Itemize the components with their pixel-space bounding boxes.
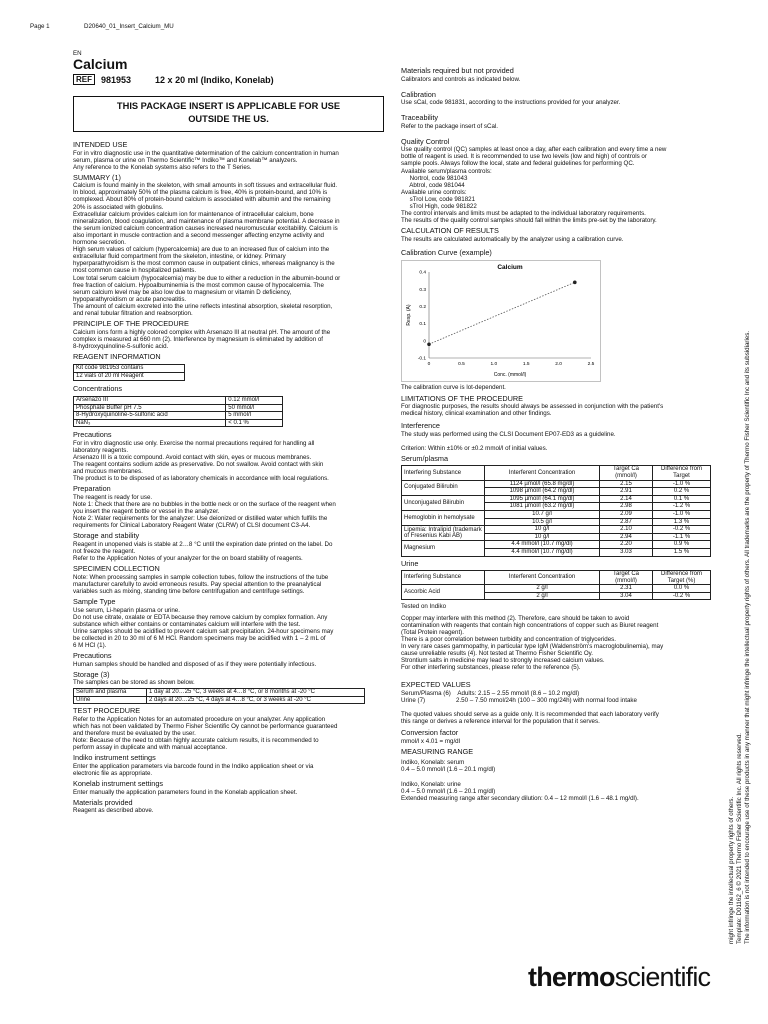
value-cell: 10 g/l [485,533,600,541]
text-line: The quoted values should serve as a guide only. It is recommended that each laboratory verify [401,711,659,719]
table-row [74,412,283,420]
text-line: free fraction of calcium. Hypoalbuminemia is the most common cause of hypocalcemia. The [73,281,324,289]
text-line: The reagent is ready for use. [73,493,153,501]
x-tick-label: 2.0 [555,362,562,368]
text-line: Strontium salts in medicine may lead to strongly increased calcium values. [401,657,605,665]
text-line: Refer to the Application Notes for an automated procedure on your analyzer. Any application [73,715,326,723]
curve-note: The calibration curve is lot-dependent. [401,384,506,392]
text-line: Urine samples should be acidified to prevent calcium salt precipitation. 24-hour specimens may [73,627,334,635]
text-line [401,438,721,445]
sample-type-heading: Sample Type [73,597,116,606]
konelab-settings-heading: Konelab instrument settings [73,779,164,789]
value-cell: 0.1 % [653,495,711,503]
principle-heading: PRINCIPLE OF THE PROCEDURE [73,319,189,329]
value-cell: -0.2 % [653,526,711,534]
text-line: be collected in 20 to 30 ml of 6 M HCl. Random specimens may be acidified with 1 – 2 mL of [73,634,326,642]
text-line: Use sCal, code 981831, according to the instructions provided for your analyzer. [401,99,621,107]
text-line: For in vitro diagnostic use in the quantitative determination of the calcium concentration in human [73,149,339,157]
text-line: 8-hydroxyquinoline-5-sulfonic acid. [73,342,169,350]
storage3-text [73,679,388,686]
component-cell: NaN₃ [74,419,226,427]
right-column [401,64,721,804]
calibration-heading: Calibration [401,89,436,99]
sample-cell: Serum and plasma [74,689,147,697]
page-number: Page 1 [30,23,50,30]
indiko-settings-text [73,763,388,777]
x-tick-label: 2.5 [587,362,595,368]
text-line: The study was performed using the CLSI Document EP07-ED3 as a guideline. [401,430,616,438]
side-note-template: Template: D01162_6 © 2021 Thermo Fisher Scientific Inc. All rights reserved. [736,732,743,944]
text-line: complexed. About 80% of protein-bound calcium is associated with albumin and the remaining [73,196,331,204]
text-line: 6 M HCl (1). [73,641,107,649]
text-line: The product is to be disposed of as laboratory chemicals in accordance with local regulations. [73,475,329,483]
column-header: Interfering Substance [402,571,485,585]
text-line: Serum/Plasma (6) Adults: 2.15 – 2.55 mmol/l (8.6 – 10.2 mg/dl) [401,689,580,697]
text-line: Urine (7) 2.50 – 7.50 mmol/24h (100 – 300 mg/24h) with normal food intake [401,696,637,704]
summary-heading: SUMMARY (1) [73,172,121,182]
precautions2-text [73,661,388,668]
x-axis-label: Conc. (mmol/l) [493,372,527,379]
value-cell: 10.7 g/l [485,511,600,519]
text-line: High serum values of calcium (hypercalcemia) are due to an increased flux of calcium into the [73,246,330,254]
storage-heading: Storage and stability [73,531,140,541]
text-line: complex is measured at 660 nm (2). Interference by magnesium is eliminated by addition of [73,335,324,343]
component-cell: Arsenazo III [74,397,226,405]
text-line: (Total Protein reagent). [401,628,464,636]
intended-use-heading: INTENDED USE [73,140,128,149]
value-cell: 0.9 % [653,541,711,549]
text-line: hormone secretion. [73,239,126,247]
value-cell: 2.15 [600,480,653,488]
text-line: cause unreliable results (4). Not tested at Thermo Fisher Scientific Oy. [401,650,594,658]
product-ref-row [73,74,274,85]
text-line: There is a poor correlation between turbidity and concentration of triglycerides. [401,635,616,643]
chart-title: Calcium [497,264,523,272]
value-cell: 3.03 [600,549,653,557]
text-line: Use quality control (QC) samples at least once a day, after each calibration and every time a new [401,146,667,154]
test-procedure-text [73,716,388,751]
text-line: Refer to the package insert of sCal. [401,122,498,130]
text-line: Nortrol, code 981043 [401,174,468,182]
text-line: bottle of reagent is used. It is recommended to use two levels (low and high) of controls or [401,153,647,161]
principle-text [73,329,388,350]
y-tick-label: 0.3 [419,288,426,294]
text-line: medical history, clinical examination and other findings. [401,410,552,418]
text-line: Calibrators and controls as indicated below. [401,75,521,83]
value-cell: 3.04 [600,592,653,600]
value-cell: -1.0 % [653,480,711,488]
substance-cell: Lipemia: Intralipid (trademark of Fresenius Kabi AB) [402,526,485,541]
kit-row: Kit code 981953 contains [74,365,185,373]
value-cell: -1.1 % [653,533,711,541]
substance-cell: Conjugated Bilirubin [402,480,485,495]
text-line: Calcium is found mainly in the skeleton, with small amounts in soft tissues and extracellular fluid. [73,182,338,190]
table-header-row [402,466,711,480]
text-line: For in vitro diagnostic use only. Exercise the normal precautions required for handling all [73,439,315,447]
value-cell: 2.14 [600,495,653,503]
applicability-notice [73,96,384,132]
column-header: Interferent Concentration [485,571,600,585]
x-tick-label: 1.0 [490,362,498,368]
text-line: Enter the application parameters via barcode found in the Indiko application sheet or via [73,762,314,770]
curve-heading: Calibration Curve (example) [401,247,492,257]
text-line: perform assay in duplicate and with manual acceptance. [73,744,228,752]
y-tick-label: 0.2 [419,305,426,311]
text-line: The samples can be stored as shown below. [73,679,195,687]
text-line: hyperparathyroidism is the most common cause in outpatient clinics, whereas malignancy is the [73,260,335,268]
table-row [402,585,711,593]
text-line: the serum ionized calcium concentration causes increased neuromuscular excitability. Calcium is [73,224,338,232]
component-cell: Phosphate Buffer pH 7.5 [74,404,226,412]
text-line: Available urine controls: [401,188,467,196]
substance-cell: Hemoglobin in hemolysate [402,511,485,526]
value-cell: 1.5 % [653,549,711,557]
text-line: sTrol High, code 981822 [401,203,477,211]
side-note-trademark: The information is not intended to encourage use of these products in any manner that might infringe the intellectual property rights of others. All trademarks are the property of Thermo Fisher Scientific Inc and its subsidiaries. [744,330,751,944]
value-cell: 2.10 [600,526,653,534]
table-row [402,480,711,488]
value-cell: -1.2 % [653,503,711,511]
materials-heading: Materials provided [73,797,133,807]
text-line: Reagent in unopened vials is stable at 2…8 °C until the expiration date printed on the label. Do [73,540,333,548]
sample-storage-table [73,688,365,704]
text-line: 0.4 – 5.0 mmol/l (1.6 – 20.1 mg/dl) [401,787,496,795]
text-line: For other interfering substances, please refer to the reference (5). [401,664,581,672]
test-procedure-heading: TEST PROCEDURE [73,706,141,716]
value-cell: 1081 µmol/l (63.2 mg/dl) [485,503,600,511]
y-tick-label: 0.4 [419,271,426,277]
calculation-heading: CALCULATION OF RESULTS [401,226,499,236]
text-line: Extended measuring range after secondary dilution: 0.4 – 12 mmol/l (1.6 – 48.1 mg/dl). [401,794,639,802]
table-header-row [402,571,711,585]
text-line: Human samples should be handled and disposed of as if they were potentially infectious. [73,660,317,668]
logo-light-part: scientific [614,962,711,992]
product-pack: 12 x 20 ml (Indiko, Konelab) [155,74,274,85]
quality-control-text [401,146,721,224]
text-line: also important in muscle contraction and a second messenger affecting enzyme activity and [73,231,324,239]
text-line: which has not been validated by Thermo Fisher Scientific Oy cannot be performance guaranteed [73,723,338,731]
notice-line-1: THIS PACKAGE INSERT IS APPLICABLE FOR USE [116,101,341,111]
quality-control-heading: Quality Control [401,136,450,146]
component-cell: 8-Hydroxyquinoline-5-sulfonic acid [74,412,226,420]
indiko-settings-heading: Indiko instrument settings [73,753,156,763]
text-line: Criterion: Within ±10% or ±0.2 mmol/l of initial values. [401,444,548,452]
reagent-heading: REAGENT INFORMATION [73,351,161,361]
condition-cell: 1 day at 20…25 °C, 3 weeks at 4…8 °C, or 8 months at -20 °C [147,689,365,697]
text-line: Note 2: Water requirements for the analyzer: Use deionized or distilled water which fulfills the [73,515,328,523]
text-line: Enter manually the application parameters found in the Konelab application sheet. [73,788,298,796]
text-line: contamination with reagents that contain high concentrations of copper such as Biuret reagent [401,621,659,629]
text-line: sample pools. Always follow the local, state and federal guidelines for performing QC. [401,160,635,168]
y-axis-label: Resp. (A) [406,304,412,326]
measuring-range-text [401,759,721,802]
document-id: D20640_01_Insert_Calcium_MU [84,23,174,30]
x-tick-label: 1.5 [522,362,530,368]
tested-on-note: Tested on Indiko [401,603,447,611]
value-cell: 2.20 [600,541,653,549]
intended-use-text [73,150,388,171]
value-cell: 2.91 [600,488,653,496]
text-line: hypoparathyroidism or acute pancreatitis. [73,295,187,303]
text-line: manufacturer carefully to avoid erroneous results. Pay special attention to the preanalytical [73,580,322,588]
value-cell: 10.5 g/l [485,518,600,526]
storage-text [73,541,388,562]
text-line: mmol/l x 4.01 = mg/dl [401,737,460,745]
specimen-heading: SPECIMEN COLLECTION [73,564,160,574]
column-header: Interferent Concentration [485,466,600,480]
table-row [74,696,365,704]
precautions2-heading: Precautions [73,651,112,661]
text-line: mineralization, blood coagulation, and maintenance of plasma membrane potential. A decrease in [73,217,340,225]
table-row [74,419,283,427]
text-line: Low total serum calcium (hypocalcemia) may be due to either a reduction in the albumin-bound or [73,274,341,282]
conversion-heading: Conversion factor [401,728,459,738]
text-line: In very rare cases gammopathy, in particular type IgM (Waldenström's macroglobulinemia), may [401,642,664,650]
serum-plasma-heading: Serum/plasma [401,453,449,463]
text-line: Note: When processing samples in sample collection tubes, follow the instructions of the tube [73,573,329,581]
column-header: Target Ca (mmol/l) [600,466,653,480]
text-line: sTrol Low, code 981821 [401,195,476,203]
precautions-text [73,440,388,483]
calibration-text [401,99,721,106]
value-cell: 2.31 [600,585,653,593]
column-header: Target Ca (mmol/l) [600,571,653,585]
concentration-cell: 5 mmol/l [226,412,283,420]
precautions-heading: Precautions [73,430,112,440]
y-tick-label: 0.1 [419,322,426,328]
text-line: Copper may interfere with this method (2). Therefore, care should be taken to avoid [401,614,630,622]
value-cell: 2 g/l [485,592,600,600]
column-header: Difference from Target [653,466,711,480]
table-row [402,495,711,503]
concentration-cell: 0.12 mmol/l [226,397,283,405]
concentration-cell: 50 mmol/l [226,404,283,412]
value-cell: 2.98 [600,503,653,511]
text-line [401,704,721,711]
text-line: serum, plasma or urine on Thermo Scientific™ Indiko™ and Konelab™ analyzers. [73,156,298,164]
value-cell: 0.0 % [653,585,711,593]
language-code: EN [73,50,82,57]
text-line: The results of the quality control samples should fall within the limits pre-set by the laboratory. [401,217,657,225]
ref-code: 981953 [101,74,132,85]
serum-interference-table [401,465,711,556]
urine-heading: Urine [401,558,419,568]
table-row [74,397,283,405]
chart-frame [402,261,601,382]
text-line: requirements for Clinical Laboratory Reagent Water (CLRW) of CLSI document C3-A4. [73,522,311,530]
text-line: you insert the reagent bottle or vessel in the analyzer. [73,508,220,516]
text-line: this range or derives a reference interval for the population that it serves. [401,718,600,726]
value-cell: 4.4 mmol/l (10.7 mg/dl) [485,549,600,557]
text-line: Note: Because of the need to obtain highly accurate calcium results, it is recommended to [73,737,319,745]
text-line: Do not use citrate, oxalate or EDTA because they remove calcium by complex formation. Any [73,613,328,621]
value-cell: 2 g/l [485,585,600,593]
concentrations-heading: Concentrations [73,383,123,393]
sample-type-text [73,607,388,650]
product-name: Calcium [73,56,128,72]
value-cell: 10 g/l [485,526,600,534]
traceability-heading: Traceability [401,113,439,123]
text-line: The results are calculated automatically by the analyzer using a calibration curve. [401,235,624,243]
text-line: and renal tubular filtration and reabsorption. [73,309,193,317]
text-line: 20% is associated with globulins. [73,203,164,211]
urine-interference-table [401,570,711,600]
value-cell: 2.87 [600,518,653,526]
substance-cell: Magnesium [402,541,485,556]
text-line: The amount of calcium excreted into the urine reflects intestinal absorption, skeletal resorption, [73,302,333,310]
value-cell: 2.94 [600,533,653,541]
text-line: serum calcium level may be also low due to magnesium or vitamin D deficiency, [73,288,292,296]
substance-cell: Unconjugated Bilirubin [402,495,485,510]
table-row [402,511,711,519]
text-line: 0.4 – 5.0 mmol/l (1.6 – 20.1 mg/dl) [401,766,496,774]
preparation-text [73,494,388,529]
text-line: and mucous membranes. [73,468,143,476]
value-cell: 1098 µmol/l (64.2 mg/dl) [485,488,600,496]
data-point [573,281,577,285]
storage3-heading: Storage (3) [73,669,110,679]
preparation-heading: Preparation [73,484,111,494]
ref-label: REF [73,74,95,85]
text-line: Reagent as described above. [73,807,154,815]
notice-line-2: OUTSIDE THE US. [188,114,269,124]
column-header: Interfering Substance [402,466,485,480]
concentration-cell: < 0.1 % [226,419,283,427]
interference-text [401,431,721,452]
x-tick-label: 0 [427,362,431,368]
calibration-curve-chart [401,260,601,382]
text-line: Abtrol, code 981044 [401,181,465,189]
expected-values-text [401,690,721,725]
conversion-text [401,738,721,745]
logo-bold-part: thermo [528,962,615,992]
konelab-settings-text [73,789,388,796]
side-note-rights: might infringe the intellectual property rights of others. [728,796,735,944]
table-row [402,526,711,534]
kit-row: 12 vials of 20 ml Reagent [74,372,185,380]
text-line: The reagent contains sodium azide as preservative. Do not swallow. Avoid contact with skin [73,461,324,469]
value-cell: 1095 µmol/l (64.1 mg/dl) [485,495,600,503]
table-row [74,689,365,697]
summary-text [73,182,388,317]
condition-cell: 2 days at 20…25 °C, 4 days at 4…8 °C, or 3 weeks at -20 °C [147,696,365,704]
text-line: Refer to the Application Notes of your analyzer for the on board stability of reagents. [73,555,303,563]
table-row [74,404,283,412]
text-line: Use serum, Li-heparin plasma or urine. [73,606,180,614]
kit-table [73,364,185,380]
interference-heading: Interference [401,421,440,431]
y-tick-label: 0 [423,339,426,345]
value-cell: 4.4 mmol/l (10.7 mg/dl) [485,541,600,549]
y-tick-label: -0.1 [417,357,426,363]
expected-values-heading: EXPECTED VALUES [401,680,471,690]
substance-cell: Ascorbic Acid [402,585,485,600]
concentrations-table [73,396,283,427]
data-point [427,343,431,347]
text-line: Indiko, Konelab: urine [401,780,461,788]
materials-required-text [401,76,721,83]
left-column [73,138,388,816]
materials-required-heading: Materials required but not provided [401,66,514,75]
calculation-text [401,236,721,243]
traceability-text [401,123,721,130]
text-line: The control intervals and limits must be adapted to the individual laboratory requirements. [401,210,646,218]
value-cell: 0.2 % [653,488,711,496]
text-line: variables such as mixing, standing time before centrifugation and centrifuge settings. [73,587,305,595]
table-row [402,541,711,549]
limitations-text [401,403,721,417]
measuring-range-heading: MEASURING RANGE [401,746,474,756]
text-line: substance which either contains or contaminates calcium will interfere with the test. [73,620,301,628]
x-tick-label: 0.5 [458,362,465,368]
other-interference-text [401,615,721,672]
specimen-text [73,574,388,595]
text-line: most common cause in hospitalized patients. [73,267,197,275]
value-cell: -0.2 % [653,592,711,600]
value-cell: 1.3 % [653,518,711,526]
text-line: electronic file as appropriate. [73,770,153,777]
text-line: Extracellular calcium provides calcium ion for maintenance of intracellular calcium, bone [73,210,314,218]
materials-text [73,807,388,814]
text-line: For diagnostic purposes, the results should always be assessed in conjunction with the patient's [401,403,664,410]
limitations-heading: LIMITATIONS OF THE PROCEDURE [401,393,524,403]
value-cell: -1.0 % [653,511,711,519]
text-line: Calcium ions form a highly colored complex with Arsenazo III at neutral pH. The amount of the [73,328,331,336]
value-cell: 2.09 [600,511,653,519]
text-line: not freeze the reagent. [73,548,136,556]
value-cell: 1124 µmol/l (65.8 mg/dl) [485,480,600,488]
sample-cell: Urine [74,696,147,704]
text-line: Note 1: Check that there are no bubbles in the bottle neck or on the surface of the reagent when [73,501,336,509]
text-line: Arsenazo III is a toxic compound. Avoid contact with skin, eyes or mucous membranes. [73,454,312,462]
text-line: laboratory reagents. [73,447,129,454]
thermo-scientific-logo [528,962,710,993]
text-line: In blood, approximately 50% of the plasma calcium is free, 40% is protein-bound, and 10% is [73,189,328,197]
text-line [401,774,721,781]
column-header: Difference from Target (%) [653,571,711,585]
text-line: Any reference to the Konelab systems also refers to the T Series. [73,163,252,171]
text-line: extracellular fluid compartment from the skeleton, intestine, or kidney. Primary [73,253,286,261]
text-line: Indiko, Konelab: serum [401,759,465,767]
text-line: Available serum/plasma controls: [401,167,492,175]
text-line: and therefore must be evaluated by the user. [73,730,196,738]
